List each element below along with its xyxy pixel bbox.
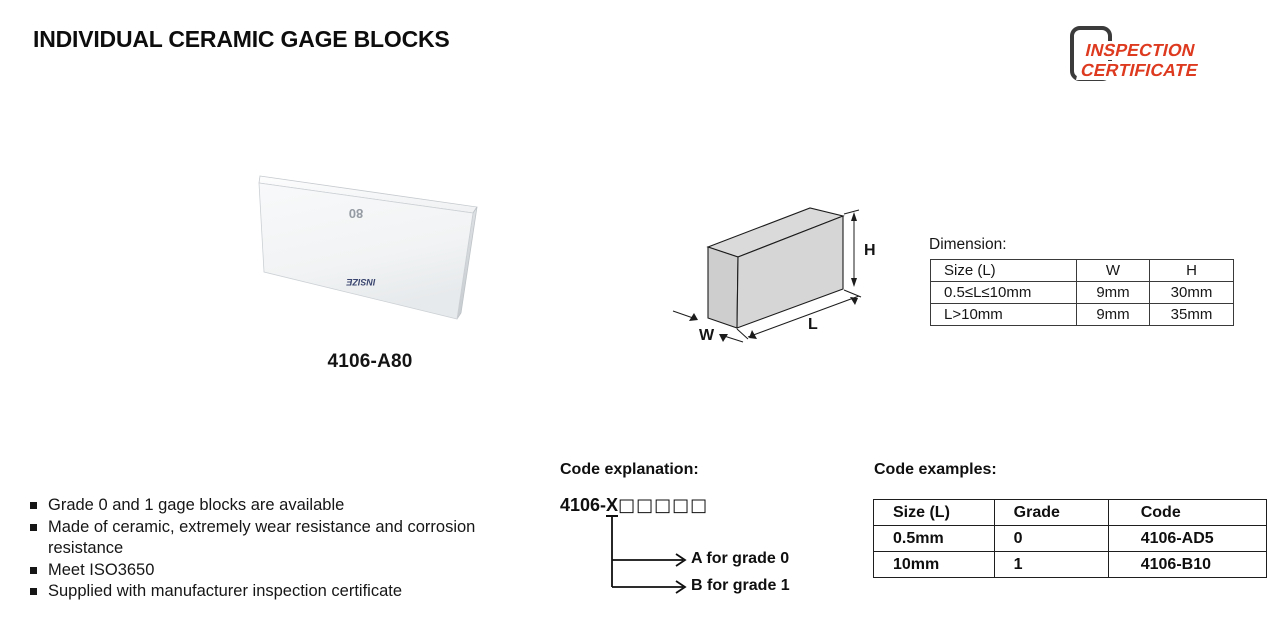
code-col-size: Size (L) (874, 500, 995, 526)
code-cell: 0 (994, 526, 1108, 552)
block-size-marking: 80 (348, 206, 364, 221)
square-bullet-icon (30, 502, 37, 509)
code-cell: 4106-B10 (1108, 552, 1266, 578)
list-item (30, 560, 500, 582)
certificate-logo-line1: INSPECTION (1081, 41, 1200, 60)
code-grade-char: X (606, 495, 619, 515)
feature-text: Supplied with manufacturer inspection certificate (48, 582, 403, 600)
branch-grade-0-label: A for grade 0 (691, 550, 790, 567)
code-cell: 0.5mm (874, 526, 995, 552)
diagram-label-l: L (808, 316, 818, 333)
dimension-diagram (670, 198, 885, 350)
table-header-row (874, 500, 1267, 526)
list-item (30, 581, 500, 603)
feature-text: Made of ceramic, extremely wear resistance and corrosion resistance (48, 517, 476, 557)
code-cell: 1 (994, 552, 1108, 578)
dimension-cell: 9mm (1077, 304, 1150, 326)
table-row (874, 526, 1267, 552)
feature-text: Meet ISO3650 (48, 560, 155, 579)
block-brand-marking: INSIZE (346, 277, 376, 287)
code-col-code: Code (1108, 500, 1266, 526)
square-bullet-icon (30, 524, 37, 531)
code-cell: 10mm (874, 552, 995, 578)
page-title: INDIVIDUAL CERAMIC GAGE BLOCKS (33, 26, 450, 52)
diagram-left-face (708, 247, 738, 328)
dimension-heading: Dimension: (929, 236, 1007, 253)
product-code-caption: 4106-A80 (327, 351, 413, 372)
list-item (30, 517, 500, 560)
dimension-col-h: H (1150, 260, 1234, 282)
code-cell: 4106-AD5 (1108, 526, 1266, 552)
code-prefix: 4106- (560, 495, 607, 515)
gage-block-photo (248, 165, 488, 335)
code-examples-table (873, 499, 1267, 578)
dimension-cell: 9mm (1077, 282, 1150, 304)
certificate-logo-line2: CERTIFICATE (1076, 61, 1203, 80)
dimension-cell: L>10mm (931, 304, 1077, 326)
diagram-label-h: H (864, 242, 876, 259)
code-branch-lines (603, 514, 698, 598)
inspection-certificate-logo (1076, 41, 1208, 81)
branch-grade-1-label: B for grade 1 (691, 577, 790, 594)
square-bullet-icon (30, 588, 37, 595)
code-explanation-heading: Code explanation: (560, 461, 699, 478)
dimension-table (930, 259, 1234, 326)
dimension-cell: 30mm (1150, 282, 1234, 304)
table-row (931, 282, 1234, 304)
feature-text: Grade 0 and 1 gage blocks are available (48, 496, 345, 514)
dimension-col-w: W (1077, 260, 1150, 282)
code-examples-heading: Code examples: (874, 461, 997, 478)
dimension-cell: 0.5≤L≤10mm (931, 282, 1077, 304)
code-placeholder-boxes: □□□□□ (618, 495, 709, 516)
feature-list (30, 495, 500, 603)
code-col-grade: Grade (994, 500, 1108, 526)
table-row (874, 552, 1267, 578)
table-row (931, 304, 1234, 326)
table-header-row (931, 260, 1234, 282)
list-item (30, 495, 500, 517)
dimension-col-size: Size (L) (931, 260, 1077, 282)
square-bullet-icon (30, 567, 37, 574)
dimension-cell: 35mm (1150, 304, 1234, 326)
diagram-label-w: W (699, 327, 715, 344)
